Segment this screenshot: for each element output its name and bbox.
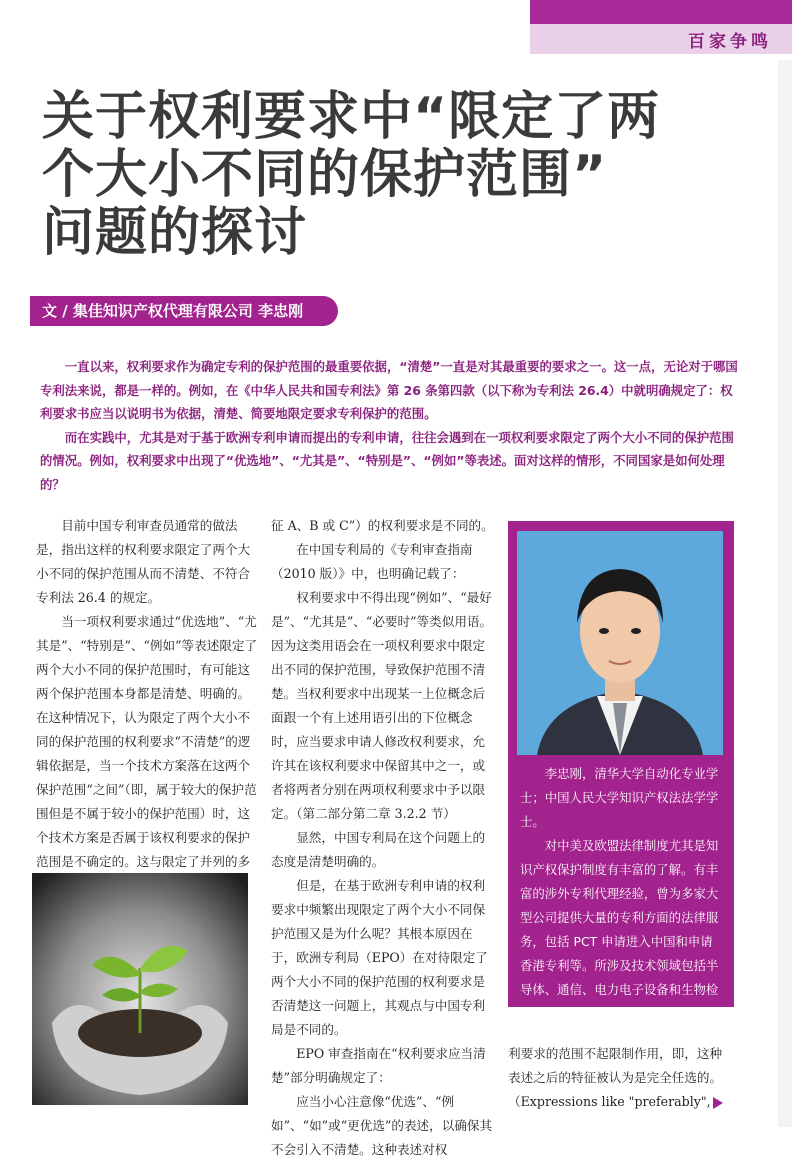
guideline-quote: 权利要求中不得出现“例如”、“最好是”、“尤其是”、“必要时”等类似用语。因为这类用语会在一项权利要求中限定出不同的保护范围，导致保护范围不清楚。当权利要求中出现某一上位概念后面跟一个有上述用语引出的下位概念时，应当要求申请人修改权利要求，允许其在该权利要求中保留其中之一，或者将两者分别在两项权利要求中予以限定。（第二部分第二章 3.2.2 节） (271, 590, 493, 821)
body-paragraph: 但是，在基于欧洲专利申请的权利要求中频繁出现限定了两个大小不同保护范围又是为什么呢？其根本原因在于，欧洲专利局（EPO）在对待限定了两个大小不同的保护范围的权利要求是否清楚这一问题上，其观点与中国专利局是不同的。 (271, 878, 488, 1037)
abstract-paragraph: 而在实践中，尤其是对于基于欧洲专利申请而提出的专利申请，往往会遇到在一项权利要求限定了两个大小不同的保护范围的情况。例如，权利要求中出现了“优选地”、“尤其是”、“特别是”、“例如”等表述。面对这样的情形，不同国家是如何处理的？ (40, 429, 734, 492)
continued-line (508, 1090, 734, 1114)
body-paragraph: 当一项权利要求通过“优选地”、“尤其是”、“特别是”、“例如”等表述限定了两个大小不同的保护范围时，有可能这两个保护范围本身都是清楚、明确的。在这种情况下，认为限定了两个大小不同的保护范围的权利要求“不清楚”的逻辑依据是，当一个技术方案落在这两个保护范围“之间”（即，属于较大的保护范围但是不属于较小的保护范围）时，这个技术方案是否属于该权利要求的保护范围是不确定的。这与限定了并列的多 (36, 614, 258, 869)
body-paragraph: EPO 审查指南在“权利要求应当清楚”部分明确规定了： (271, 1046, 486, 1085)
section-banner (530, 0, 792, 54)
author-byline: 文 / 集佳知识产权代理有限公司 李忠刚 (30, 296, 338, 326)
body-paragraph: 显然，中国专利局在这个问题上的态度是清楚明确的。 (271, 830, 486, 869)
body-paragraph: 利要求的范围不起限制作用，即，这种表述之后的特征被认为是完全任选的。 (508, 1046, 723, 1085)
author-portrait (517, 531, 723, 755)
banner-strip (530, 0, 792, 24)
body-column-3 (508, 1042, 734, 1114)
body-paragraph: 在中国专利局的《专利审查指南（2010 版）》中，也明确记载了： (271, 542, 473, 581)
body-paragraph: 目前中国专利审查员通常的做法是，指出这样的权利要求限定了两个大小不同的保护范围从而不清楚、不符合专利法 26.4 的规定。 (36, 518, 251, 605)
abstract-paragraph: 一直以来，权利要求作为确定专利的保护范围的最重要依据，“清楚”一直是对其最重要的要求之一。这一点，无论对于哪国专利法来说，都是一样的。例如，在《中华人民共和国专利法》第 26 条第四款（以下称为专利法 26.4）中就明确规定了：权利要求书应当以说明书为依据，清楚、简要地限定要求专利保护的范围。 (40, 359, 738, 421)
continued-text: （Expressions like "preferably", (508, 1094, 711, 1109)
body-column-2 (271, 514, 495, 1162)
title-line-1: 关于权利要求中“限定了两 (42, 87, 661, 147)
seedling-illustration (32, 873, 248, 1105)
epo-quote: 应当小心注意像“优选”、“例如”、“如”或“更优选”的表述，以确保其不会引入不清楚。这种表述对权 (271, 1094, 493, 1157)
portrait-illustration (517, 531, 723, 755)
title-line-3: 问题的探讨 (42, 203, 308, 263)
body-paragraph: 征 A、B 或 C”）的权利要求是不同的。 (271, 518, 494, 533)
seedling-hands-photo (32, 873, 248, 1105)
bio-paragraph: 李忠刚，清华大学自动化专业学士；中国人民大学知识产权法法学学士。 (520, 766, 719, 829)
section-label: 百家争鸣 (688, 32, 772, 52)
author-bio (520, 762, 720, 1026)
bio-paragraph: 对中美及欧盟法律制度尤其是知识产权保护制度有丰富的了解。有丰富的涉外专利代理经验，曾为多家大型公司提供大量的专利方面的法律服务，包括 PCT 申请进入中国和申请香港专利等。所涉及技术领域包括半导体、通信、电力电子设备和生物检测技术等。 (520, 838, 719, 1021)
abstract (40, 355, 745, 496)
title-line-2: 个大小不同的保护范围” (42, 145, 608, 205)
body-column-1 (36, 514, 258, 898)
page-edge (778, 60, 792, 1127)
article-title (42, 88, 742, 262)
continue-arrow-icon (713, 1097, 723, 1109)
